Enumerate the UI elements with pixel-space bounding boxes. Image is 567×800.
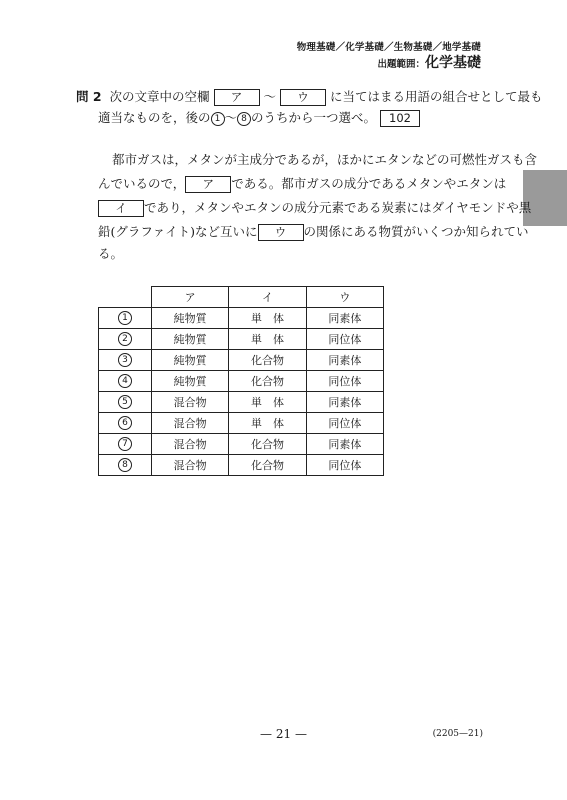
passage-text: んでいるので， bbox=[98, 176, 186, 191]
table-row bbox=[99, 308, 384, 329]
table-row bbox=[99, 392, 384, 413]
choice-number bbox=[99, 371, 152, 392]
table-row bbox=[99, 329, 384, 350]
choice-number-circle: 4 bbox=[118, 374, 132, 388]
choice-number-circle: 6 bbox=[118, 416, 132, 430]
page-code: (2205—21) bbox=[432, 729, 483, 739]
cell-i: 単 体 bbox=[229, 308, 306, 329]
tilde: ～ bbox=[263, 89, 277, 104]
blank-box-u: ウ bbox=[280, 89, 326, 106]
cell-a: 混合物 bbox=[152, 455, 229, 476]
passage-line: る。 bbox=[98, 246, 124, 261]
subject-list: 物理基礎／化学基礎／生物基礎／地学基礎 bbox=[296, 42, 481, 53]
cell-i: 化合物 bbox=[229, 350, 306, 371]
choice-number bbox=[99, 392, 152, 413]
exam-scope bbox=[377, 52, 481, 72]
answer-options-table bbox=[98, 286, 384, 476]
choice-number-circle: 3 bbox=[118, 353, 132, 367]
cell-u: 同素体 bbox=[306, 434, 383, 455]
question-number: 問 2 bbox=[76, 89, 102, 104]
tilde: ～ bbox=[224, 110, 238, 125]
passage-text: であり，メタンやエタンの成分元素である炭素にはダイヤモンドや黒 bbox=[144, 200, 532, 215]
cell-i: 単 体 bbox=[229, 392, 306, 413]
choice-number-circle: 8 bbox=[118, 458, 132, 472]
table-row bbox=[99, 413, 384, 434]
table-row bbox=[99, 371, 384, 392]
scope-label: 出題範囲： bbox=[377, 59, 425, 70]
blank-box-a: ア bbox=[214, 89, 260, 106]
cell-u: 同素体 bbox=[306, 350, 383, 371]
question-line-1 bbox=[76, 88, 543, 106]
cell-a: 混合物 bbox=[152, 413, 229, 434]
cell-a: 混合物 bbox=[152, 392, 229, 413]
page-number: — 21 — bbox=[260, 727, 307, 741]
choice-range-start: 1 bbox=[211, 112, 225, 126]
cell-i: 単 体 bbox=[229, 413, 306, 434]
passage-line bbox=[98, 222, 529, 242]
choice-number-circle: 5 bbox=[118, 395, 132, 409]
answer-box: 102 bbox=[380, 110, 420, 127]
column-header-i: イ bbox=[229, 287, 306, 308]
choice-number-circle: 7 bbox=[118, 437, 132, 451]
passage-line bbox=[98, 174, 506, 194]
passage-text: の関係にある物質がいくつか知られてい bbox=[303, 224, 529, 239]
cell-i: 化合物 bbox=[229, 371, 306, 392]
question-text: のうちから一つ選べ。 bbox=[251, 110, 377, 125]
cell-u: 同素体 bbox=[306, 308, 383, 329]
cell-a: 純物質 bbox=[152, 350, 229, 371]
scope-value: 化学基礎 bbox=[425, 55, 481, 71]
cell-a: 混合物 bbox=[152, 434, 229, 455]
cell-i: 単 体 bbox=[229, 329, 306, 350]
cell-a: 純物質 bbox=[152, 371, 229, 392]
table-corner bbox=[99, 287, 152, 308]
passage-line bbox=[98, 198, 531, 218]
question-line-2 bbox=[98, 109, 420, 127]
passage-line: 都市ガスは，メタンが主成分であるが，ほかにエタンなどの可燃性ガスも含 bbox=[112, 152, 538, 167]
table-row bbox=[99, 434, 384, 455]
table-header-row bbox=[99, 287, 384, 308]
column-header-u: ウ bbox=[306, 287, 383, 308]
cell-u: 同位体 bbox=[306, 329, 383, 350]
choice-range-end: 8 bbox=[237, 112, 251, 126]
cell-u: 同位体 bbox=[306, 413, 383, 434]
cell-u: 同素体 bbox=[306, 392, 383, 413]
question-text: 次の文章中の空欄 bbox=[109, 89, 210, 104]
choice-number bbox=[99, 308, 152, 329]
passage-text: である。都市ガスの成分であるメタンやエタンは bbox=[231, 176, 507, 191]
choice-number bbox=[99, 329, 152, 350]
choice-number bbox=[99, 455, 152, 476]
cell-u: 同位体 bbox=[306, 371, 383, 392]
blank-box-a: ア bbox=[185, 176, 231, 193]
column-header-a: ア bbox=[152, 287, 229, 308]
table-row bbox=[99, 455, 384, 476]
table-row bbox=[99, 350, 384, 371]
cell-i: 化合物 bbox=[229, 455, 306, 476]
choice-number bbox=[99, 413, 152, 434]
blank-box-u: ウ bbox=[258, 224, 304, 241]
cell-a: 純物質 bbox=[152, 308, 229, 329]
question-text: 適当なものを，後の bbox=[98, 110, 211, 125]
cell-a: 純物質 bbox=[152, 329, 229, 350]
cell-u: 同位体 bbox=[306, 455, 383, 476]
choice-number bbox=[99, 434, 152, 455]
question-text: に当てはまる用語の組合せとして最も bbox=[329, 89, 543, 104]
cell-i: 化合物 bbox=[229, 434, 306, 455]
blank-box-i: イ bbox=[98, 200, 144, 217]
choice-number-circle: 1 bbox=[118, 311, 132, 325]
choice-number-circle: 2 bbox=[118, 332, 132, 346]
passage-text: 鉛(グラファイト)など互いに bbox=[98, 224, 258, 239]
choice-number bbox=[99, 350, 152, 371]
